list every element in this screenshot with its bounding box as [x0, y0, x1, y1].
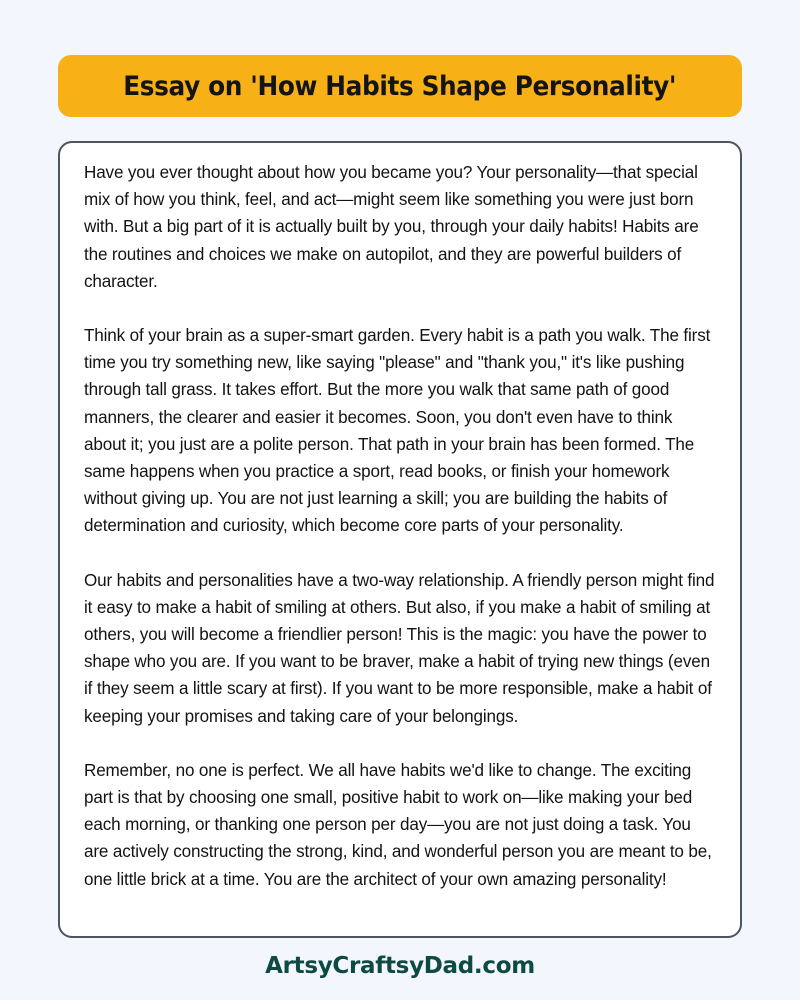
essay-body — [84, 159, 716, 893]
title-banner — [58, 55, 742, 117]
site-brand: ArtsyCraftsyDad.com — [265, 953, 535, 979]
essay-paragraph: Think of your brain as a super-smart garden. Every habit is a path you walk. The first time you try something new, like saying "please" and "thank you," it's like pushing through tall grass. It takes effort. But the more you walk that same path of good manners, the clearer and easier it becomes. Soon, you don't even have to think about it; you just are a polite person. That path in your brain has been formed. The same happens when you practice a sport, read books, or finish your homework without giving up. You are not just learning a skill; you are building the habits of determination and curiosity, which become core parts of your personality. — [84, 326, 711, 536]
essay-paragraph: Remember, no one is perfect. We all have habits we'd like to change. The exciting part is that by choosing one small, positive habit to work on—like making your bed each morning, or thanking one person per day—you are not just doing a task. You are actively constructing the strong, kind, and wonderful person you are meant to be, one little brick at a time. You are the architect of your own amazing personality! — [84, 760, 712, 889]
essay-content-box — [58, 141, 742, 938]
page-title: Essay on 'How Habits Shape Personality' — [123, 70, 677, 102]
essay-paragraph: Our habits and personalities have a two-way relationship. A friendly person might find it easy to make a habit of smiling at others. But also, if you make a habit of smiling at others, you will become a friendlier person! This is the magic: you have the power to shape who you are. If you want to be braver, make a habit of trying new things (even if they seem a little scary at first). If you want to be more responsible, make a habit of keeping your promises and taking care of your belongings. — [84, 570, 715, 726]
essay-paragraph: Have you ever thought about how you became you? Your personality—that special mix of how you think, feel, and act—might seem like something you were just born with. But a big part of it is actually built by you, through your daily habits! Habits are the routines and choices we make on autopilot, and they are powerful builders of character. — [84, 163, 699, 291]
footer — [58, 938, 742, 1000]
